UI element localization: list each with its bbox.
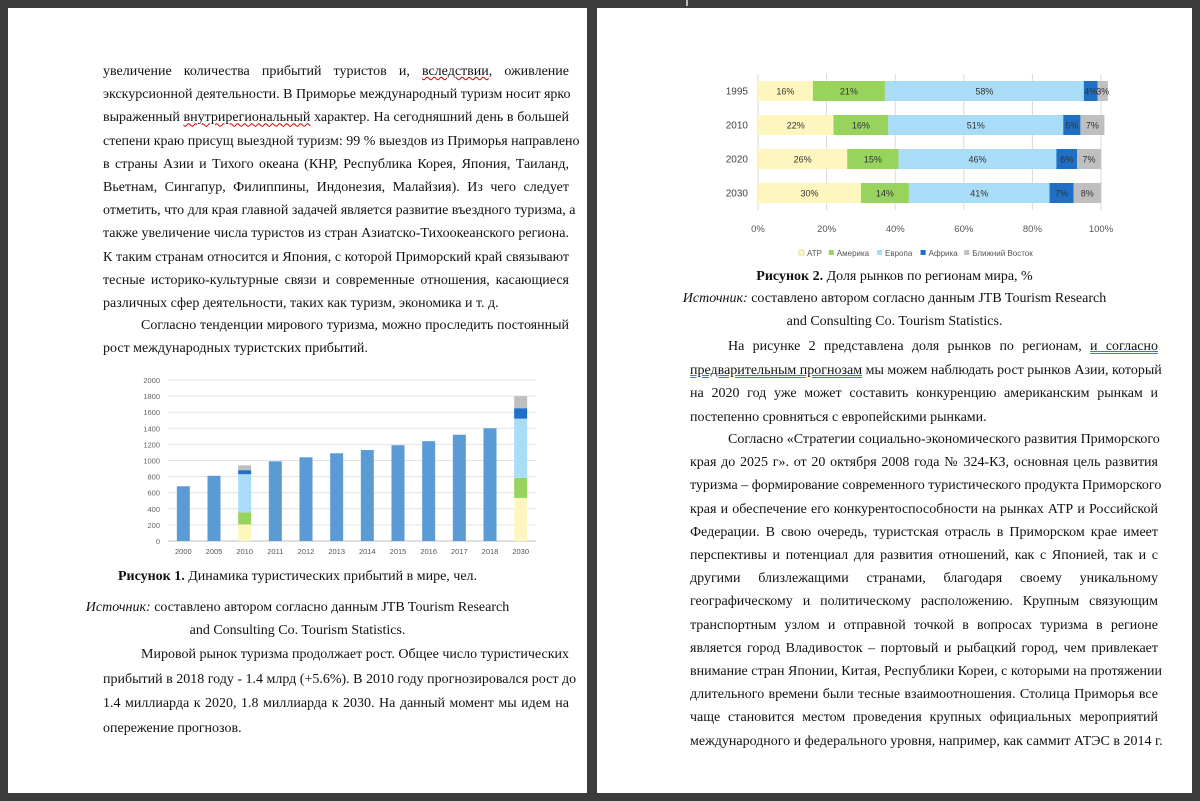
x-tick-label: 2000 <box>174 547 192 556</box>
x-tick-label: 2014 <box>358 547 376 556</box>
data-label: 5% <box>1065 120 1079 131</box>
data-label: 7% <box>1085 120 1099 131</box>
bar <box>392 445 405 541</box>
text-line: К таким странам относится и Япония, с которой Приморский край связывают <box>103 249 569 265</box>
x-tick-label: 20% <box>817 224 837 235</box>
y-tick-label: 800 <box>147 472 160 482</box>
x-tick-label: 2011 <box>267 547 284 556</box>
bar <box>330 453 343 541</box>
figure-2-source-cont: and Consulting Co. Tourism Statistics. <box>786 314 1003 329</box>
text-line: международного и федерального уровня, например, как саммит АТЭС в 2014 г. <box>690 733 1163 749</box>
category-label: 2030 <box>725 188 748 200</box>
y-tick-label: 1800 <box>143 392 160 402</box>
y-tick-label: 1600 <box>143 408 160 418</box>
x-tick-label: 2012 <box>297 547 315 556</box>
bar <box>422 441 435 541</box>
text-line: степени краю присущ выездной туризм: 99 % выездов из Приморья направлено <box>103 133 580 149</box>
x-tick-label: 60% <box>954 224 974 235</box>
text-line: перспективы и потенциал для развития отношений, как с Японией, так и с <box>690 548 1158 563</box>
figure-2-source: Источник: составлено автором согласно данным JTB Tourism Research <box>682 291 1107 306</box>
legend-label: АТР <box>807 249 822 258</box>
y-tick-label: 600 <box>147 488 160 498</box>
data-label: 14% <box>875 188 894 199</box>
ruler-marker <box>686 0 688 6</box>
bar <box>177 486 190 541</box>
bar <box>300 457 313 541</box>
legend-swatch <box>964 250 969 255</box>
legend-label: Европа <box>885 249 913 258</box>
text-line: также увеличение числа туристов из стран Азиатско-Тихоокеанского региона. <box>103 226 569 242</box>
document-page-right <box>597 8 1192 793</box>
text-line: различных сфер деятельности, таких как туризм, экономика и т. д. <box>103 296 499 311</box>
text-line: выраженный внутрирегиональный характер. На сегодняшний день в большей <box>103 110 569 126</box>
x-tick-label: 2005 <box>205 547 223 556</box>
text-line: чаще становится местом проведения крупных официальных мероприятий <box>690 710 1158 726</box>
data-label: 8% <box>1080 188 1094 199</box>
text-line: опережение прогнозов. <box>103 720 242 736</box>
x-tick-label: 2015 <box>389 547 407 556</box>
x-tick-label: 100% <box>1088 224 1114 235</box>
figure-1-caption: Рисунок 1. Динамика туристических прибытий в мире, чел. <box>117 569 478 584</box>
data-label: 7% <box>1055 188 1069 199</box>
data-label: 7% <box>1082 154 1096 165</box>
text-line: Вьетнам, Сингапур, Филиппины, Индонезия, Малайзия). Из чего следует <box>103 180 569 195</box>
arrivals-bar-chart <box>128 368 548 558</box>
text-line: туризма – формирование современного туристического продукта Приморского <box>690 478 1162 494</box>
figure-1-source: Источник: составлено автором согласно данным JTB Tourism Research <box>85 600 510 615</box>
x-tick-label: 2010 <box>236 547 254 556</box>
y-tick-label: 200 <box>147 520 160 530</box>
x-tick-label: 0% <box>751 224 765 235</box>
text-line: Федерации. В свою очередь, туристская отрасль в Приморском крае имеет <box>690 524 1158 540</box>
text-line: в страны Азии и Тихого океана (КНР, Республика Корея, Япония, Таиланд, <box>103 156 569 172</box>
bar-segment <box>238 474 251 512</box>
legend-label: Африка <box>928 249 958 258</box>
bar-segment <box>238 512 251 524</box>
legend-swatch <box>799 250 804 255</box>
data-label: 3% <box>1096 86 1110 97</box>
x-tick-label: 2030 <box>512 547 530 556</box>
bar <box>453 435 466 541</box>
bar <box>208 476 221 541</box>
x-tick-label: 2013 <box>328 547 346 556</box>
text-line: Мировой рынок туризма продолжает рост. Общее число туристических <box>141 647 569 662</box>
data-label: 51% <box>966 120 985 131</box>
document-page-left <box>8 8 587 793</box>
data-label: 21% <box>839 86 858 97</box>
data-label: 26% <box>793 154 812 165</box>
bar-segment <box>514 419 527 478</box>
y-tick-label: 400 <box>147 504 160 514</box>
text-line: 1.4 миллиарда к 2020, 1.8 миллиарда к 2030. На данный момент мы идем на <box>103 696 569 711</box>
text-line: транспортным узлом и отправной точкой в вопросах туризма в регионе <box>690 617 1158 633</box>
bar <box>361 450 374 541</box>
legend-swatch <box>877 250 882 255</box>
bar-segment <box>514 478 527 498</box>
text-line: географическому и политическому расположению. Крупным связующим <box>690 594 1158 610</box>
bar-segment <box>514 498 527 541</box>
text-line: экскурсионной деятельности. В Приморье международный туризм носит ярко <box>103 87 571 103</box>
figure-2-caption: Рисунок 2. Доля рынков по регионам мира, % <box>756 269 1033 284</box>
text-line: является город Владивосток – портовый и рыбацкий город, чем привлекает <box>690 640 1158 656</box>
text-line: другими близлежащими странами, благодаря своему уникальному <box>690 571 1158 587</box>
text-line: Согласно тенденции мирового туризма, можно проследить постоянный <box>141 318 569 333</box>
category-label: 2010 <box>725 120 748 132</box>
text-line: длительного времени были тесные взаимоотношения. Столица Приморья все <box>690 687 1158 703</box>
legend-swatch <box>921 250 926 255</box>
bar-segment <box>238 465 251 470</box>
data-label: 41% <box>970 188 989 199</box>
x-tick-label: 40% <box>885 224 905 235</box>
text-line: тесные историко-культурные связи и современные отношения, касающиеся <box>103 272 569 288</box>
data-label: 16% <box>776 86 795 97</box>
data-label: 4% <box>1084 86 1098 97</box>
category-label: 2020 <box>725 154 748 166</box>
category-label: 1995 <box>725 86 748 98</box>
bar <box>484 428 497 541</box>
legend-label: Америка <box>836 249 870 258</box>
text-line: отметить, что для края главной задачей является развитие въездного туризма, а <box>103 203 576 219</box>
data-label: 46% <box>968 154 987 165</box>
text-line: На рисунке 2 представлена доля рынков по регионам, и согласно <box>728 339 1158 354</box>
data-label: 22% <box>786 120 805 131</box>
y-tick-label: 1400 <box>143 424 160 434</box>
legend-swatch <box>829 250 834 255</box>
bar-segment <box>238 524 251 541</box>
data-label: 16% <box>851 120 870 131</box>
text-line: прибытий в 2018 году - 1.4 млрд (+5.6%). В 2010 году прогнозировался рост до <box>103 671 577 687</box>
text-line: на 2020 год уже может составить конкуренцию американским рынкам и <box>690 386 1158 401</box>
text-line: предварительным прогнозам мы можем наблюдать рост рынков Азии, который <box>690 362 1162 378</box>
text-line: Согласно «Стратегии социально-экономического развития Приморского <box>728 432 1160 447</box>
legend-label: Ближний Восток <box>972 249 1033 258</box>
text-line: края и обеспечение его конкурентоспособности на рынках АТР и Российской <box>690 501 1158 517</box>
bar-segment <box>514 408 527 418</box>
bar-segment <box>238 470 251 474</box>
data-label: 6% <box>1060 154 1074 165</box>
text-line: края до 2025 г». от 20 октября 2008 года № 324-КЗ, основная цель развития <box>690 455 1158 471</box>
bar-segment <box>514 396 527 408</box>
data-label: 58% <box>975 86 994 97</box>
x-tick-label: 80% <box>1022 224 1042 235</box>
x-tick-label: 2018 <box>481 547 499 556</box>
y-tick-label: 1200 <box>143 440 160 450</box>
x-tick-label: 2016 <box>420 547 438 556</box>
text-line: внимание стран Японии, Китая, Республики Кореи, с которыми на протяжении <box>690 664 1163 679</box>
y-tick-label: 1000 <box>143 456 160 466</box>
data-label: 30% <box>800 188 819 199</box>
x-tick-label: 2017 <box>450 547 468 556</box>
y-tick-label: 0 <box>155 537 160 546</box>
text-line: рост международных туристских прибытий. <box>103 341 368 356</box>
bar <box>269 461 282 541</box>
data-label: 15% <box>863 154 882 165</box>
y-tick-label: 2000 <box>143 376 160 385</box>
figure-1-source-cont: and Consulting Co. Tourism Statistics. <box>189 623 406 638</box>
text-line: увеличение количества прибытий туристов и, вследствии, оживление <box>103 64 569 79</box>
text-line: постепенно сровняться с европейскими рынками. <box>690 409 987 425</box>
market-share-bar-chart <box>717 66 1117 266</box>
